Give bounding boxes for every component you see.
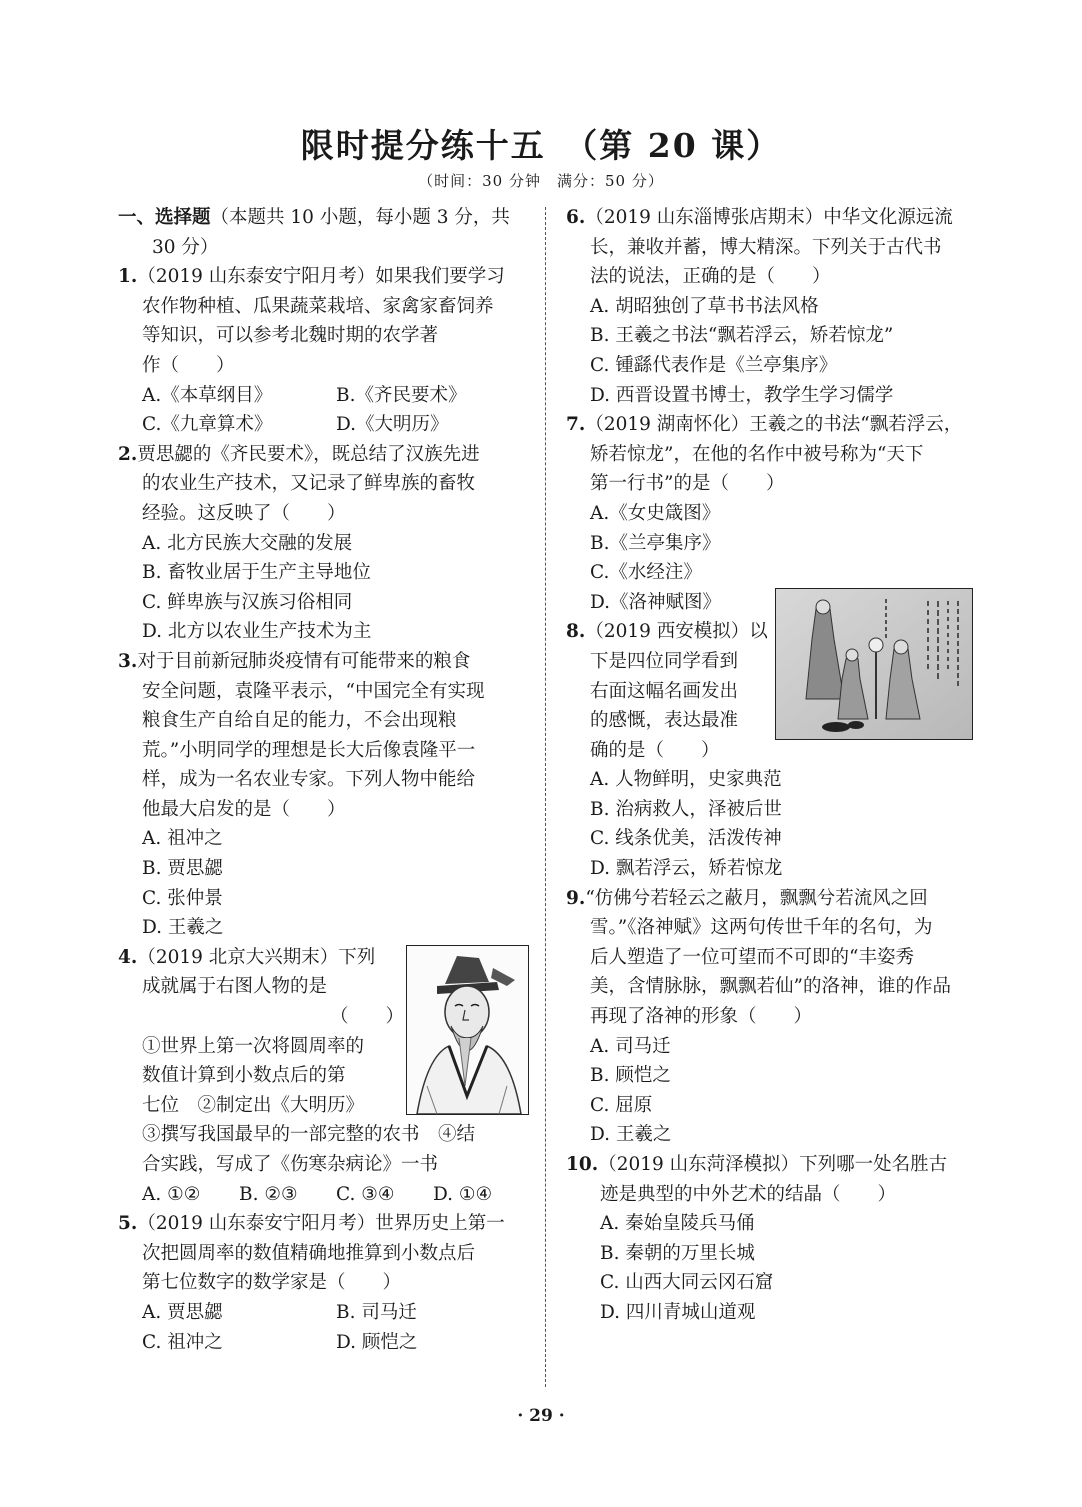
question-text: 第七位数字的数学家是（ ）	[142, 1272, 402, 1294]
question-text: （2019 山东淄博张店期末）中华文化源远流	[585, 207, 953, 228]
question-text: （2019 山东菏泽模拟）下列哪一处名胜古	[598, 1154, 948, 1175]
option-d: D. 飘若浮云，矫若惊龙	[590, 858, 783, 880]
question-number: 6.	[566, 207, 586, 228]
question-text: “仿佛兮若轻云之蔽月，飘飘兮若流风之回	[585, 887, 928, 909]
option-b: B. 治病救人，泽被后世	[590, 798, 782, 820]
option-d: D. 王羲之	[590, 1124, 672, 1146]
page-subtitle: （时间：30 分钟 满分：50 分）	[418, 172, 664, 190]
question-number: 7.	[566, 414, 586, 436]
question-text: 农作物种植、瓜果蔬菜栽培、家禽家畜饲养	[142, 295, 494, 317]
option-c: C.《九章算术》	[142, 414, 273, 436]
question-number: 9.	[566, 887, 586, 909]
question-text: （2019 西安模拟）以	[585, 621, 768, 643]
page-title: 限时提分练十五 （第 20 课）	[300, 126, 782, 165]
option-c: C. 张仲景	[142, 887, 223, 909]
option-d: D.《洛神赋图》	[590, 591, 722, 613]
option-b: B. 王羲之书法“飘若浮云，矫若惊龙”	[590, 325, 894, 347]
question-text: 安全问题，袁隆平表示，“中国完全有实现	[142, 680, 485, 702]
question-number: 1.	[118, 266, 138, 288]
question-text: 下是四位同学看到	[590, 650, 739, 672]
option-a: A. 人物鲜明，史家典范	[590, 769, 782, 791]
question-number: 2.	[118, 443, 138, 465]
option-c: C. ③④	[336, 1183, 395, 1205]
section-note-cont: 30 分）	[152, 236, 219, 258]
question-text: 等知识，可以参考北魏时期的农学著	[142, 325, 439, 347]
option-a: A. 胡昭独创了草书书法风格	[590, 295, 819, 317]
question-number: 5.	[118, 1213, 138, 1235]
option-d: D.《大明历》	[336, 414, 449, 436]
section-header	[118, 203, 530, 233]
question-text: 次把圆周率的数值精确地推算到小数点后	[142, 1242, 476, 1264]
question-text: ③撰写我国最早的一部完整的农书 ④结	[142, 1124, 476, 1146]
option-d: D. 顾恺之	[336, 1331, 418, 1353]
question-text: 数值计算到小数点后的第	[142, 1065, 346, 1087]
question-text: 粮食生产自给自足的能力，不会出现粮	[142, 710, 457, 732]
option-b: B. 畜牧业居于生产主导地位	[142, 562, 371, 584]
option-d: D. 北方以农业生产技术为主	[142, 621, 372, 643]
option-b: B. 贾思勰	[142, 858, 223, 880]
question-text: ①世界上第一次将圆周率的	[142, 1035, 365, 1057]
scholar-portrait-icon	[407, 946, 528, 1114]
question-text: 贾思勰的《齐民要术》，既总结了汉族先进	[137, 443, 480, 465]
option-c: C. 线条优美，活泼传神	[590, 828, 782, 850]
question-text: （2019 山东泰安宁阳月考）如果我们要学习	[137, 266, 505, 288]
question-10	[566, 1150, 976, 1328]
question-text: 成就属于右图人物的是	[142, 976, 328, 998]
option-a: A.《女史箴图》	[590, 502, 721, 524]
question-text: 迹是典型的中外艺术的结晶（ ）	[600, 1183, 897, 1205]
question-number: 4.	[118, 946, 138, 968]
question-text: 右面这幅名画发出	[590, 680, 739, 702]
question-9	[566, 884, 976, 1150]
option-a: A. 北方民族大交融的发展	[142, 532, 353, 554]
right-column	[566, 203, 976, 1328]
option-c: C. 屈原	[590, 1094, 653, 1116]
option-d: D. 四川青城山道观	[600, 1301, 756, 1323]
option-b: B. ②③	[239, 1183, 298, 1205]
question-text: 七位 ②制定出《大明历》	[142, 1094, 365, 1116]
question-text: 的农业生产技术，又记录了鲜卑族的畜牧	[142, 473, 476, 495]
page-number: · 29 ·	[517, 1406, 565, 1426]
option-c: C. 锺繇代表作是《兰亭集序》	[590, 354, 838, 376]
option-b: B.《兰亭集序》	[590, 532, 721, 554]
option-c: C. 鲜卑族与汉族习俗相同	[142, 591, 353, 613]
question-5	[118, 1209, 530, 1357]
option-d: D. 西晋设置书博士，教学生学习儒学	[590, 384, 894, 406]
answer-blank: （ ）	[330, 1006, 405, 1028]
option-d: D. ①④	[433, 1183, 493, 1205]
question-text: 雪。”《洛神赋》这两句传世千年的名句，为	[590, 917, 933, 939]
question-2	[118, 440, 530, 647]
question-text: 他最大启发的是（ ）	[142, 798, 346, 820]
question-7	[566, 410, 976, 617]
question-text: 对于目前新冠肺炎疫情有可能带来的粮食	[137, 650, 471, 672]
question-text: 经验。这反映了（ ）	[142, 502, 346, 524]
option-a: A. 祖冲之	[142, 828, 223, 850]
portrait-image	[406, 945, 529, 1115]
option-a: A. 司马迁	[590, 1035, 671, 1057]
option-a: A. 秦始皇陵兵马俑	[600, 1213, 755, 1235]
question-text: 美，含情脉脉，飘飘若仙”的洛神，谁的作品	[590, 976, 951, 998]
option-c: C. 山西大同云冈石窟	[600, 1272, 774, 1294]
question-text: 荒。”小明同学的理想是长大后像袁隆平一	[142, 739, 476, 761]
option-a: A. 贾思勰	[142, 1301, 223, 1323]
section-note: （本题共 10 小题，每小题 3 分，共	[210, 207, 510, 228]
question-text: （2019 北京大兴期末）下列	[137, 946, 376, 968]
option-b: B. 司马迁	[336, 1301, 417, 1323]
option-c: C.《水经注》	[590, 562, 702, 584]
left-column	[118, 203, 530, 1357]
question-text: 样，成为一名农业专家。下列人物中能给	[142, 769, 476, 791]
question-number: 8.	[566, 621, 586, 643]
question-text: 合实践，写成了《伤寒杂病论》一书	[142, 1154, 439, 1175]
option-b: B.《齐民要术》	[336, 384, 467, 406]
question-text: 矫若惊龙”，在他的名作中被号称为“天下	[590, 443, 924, 465]
column-divider	[545, 207, 546, 1387]
option-b: B. 秦朝的万里长城	[600, 1242, 755, 1264]
option-a: A. ①②	[142, 1183, 201, 1205]
question-text: 后人塑造了一位可望而不可即的“丰姿秀	[590, 946, 914, 968]
question-text: 的感慨，表达最准	[590, 710, 739, 732]
question-1	[118, 262, 530, 440]
question-number: 3.	[118, 650, 138, 672]
ancient-painting-icon	[776, 589, 972, 739]
question-text: 作（ ）	[142, 354, 235, 376]
question-text: （2019 湖南怀化）王羲之的书法“飘若浮云，	[585, 414, 963, 436]
question-text: 确的是（ ）	[590, 739, 720, 761]
question-3	[118, 647, 530, 943]
option-c: C. 祖冲之	[142, 1331, 223, 1353]
question-text: （2019 山东泰安宁阳月考）世界历史上第一	[137, 1213, 505, 1235]
question-text: 第一行书”的是（ ）	[590, 473, 785, 495]
option-b: B. 顾恺之	[590, 1065, 671, 1087]
option-d: D. 王羲之	[142, 917, 224, 939]
section-label: 一、选择题	[118, 207, 211, 228]
question-text: 再现了洛神的形象（ ）	[590, 1006, 813, 1028]
painting-image	[775, 588, 973, 740]
question-6	[566, 203, 976, 410]
question-number: 10.	[566, 1154, 599, 1175]
option-a: A.《本草纲目》	[142, 384, 273, 406]
question-text: 长，兼收并蓄，博大精深。下列关于古代书	[590, 236, 942, 258]
question-text: 法的说法，正确的是（ ）	[590, 266, 831, 288]
